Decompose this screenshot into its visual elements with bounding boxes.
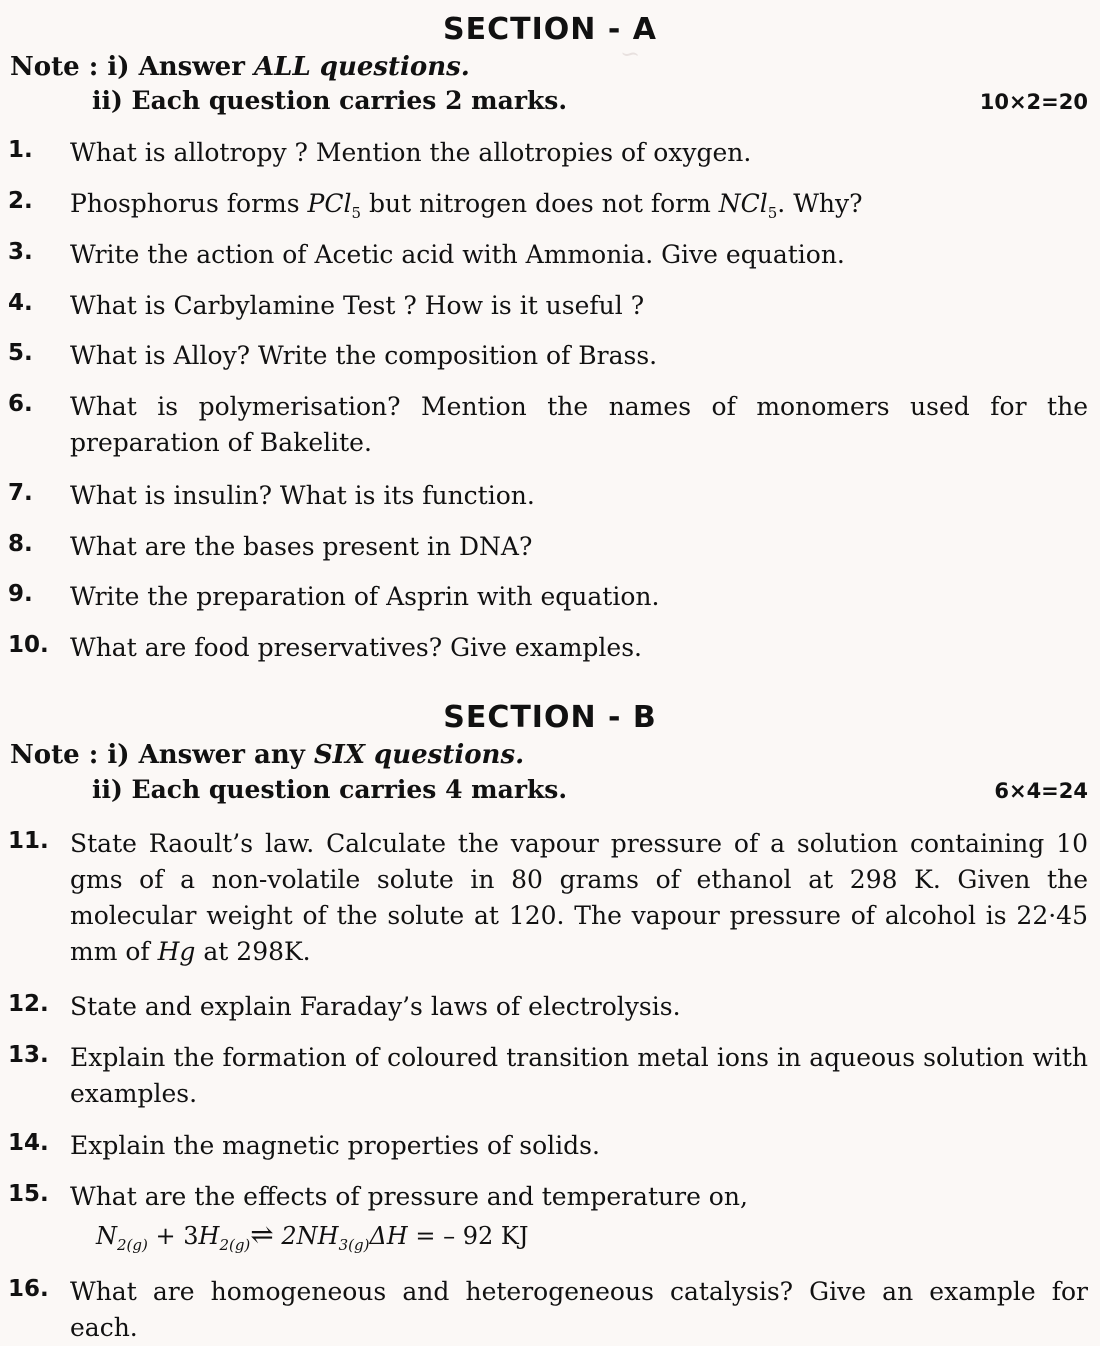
question-text: State and explain Faraday’s laws of electrolysis.	[70, 992, 681, 1021]
question-number: 7.	[8, 480, 33, 506]
question-text: What are food preservatives? Give examples.	[70, 633, 642, 662]
question-text: Phosphorus forms PCl$_5$ but nitrogen does not form NCl$_5$. Why?	[70, 189, 863, 222]
bleed-through-text: ~	[620, 40, 641, 68]
question-number: 13.	[8, 1042, 49, 1068]
section-b-marks: 6×4=24	[994, 779, 1088, 803]
section-b-note: Note : i) Answer any SIX questions.	[10, 740, 525, 770]
question-number: 10.	[8, 632, 49, 658]
question-text: What is insulin? What is its function.	[70, 481, 535, 510]
section-a-title: SECTION - A	[443, 12, 657, 47]
question-number: 8.	[8, 531, 33, 557]
section-a-subnote: ii) Each question carries 2 marks.	[92, 86, 568, 115]
question-number: 14.	[8, 1130, 49, 1156]
question-text: What is allotropy ? Mention the allotropies of oxygen.	[70, 138, 752, 167]
question-text: What are the bases present in DNA?	[70, 532, 533, 561]
question-number: 16.	[8, 1276, 49, 1302]
question-text: Explain the formation of coloured transition metal ions in aqueous solution with examples.	[70, 1043, 1088, 1108]
section-a-note: Note : i) Answer ALL questions.	[10, 52, 470, 82]
question-text: What is Carbylamine Test ? How is it useful ?	[70, 291, 645, 320]
question-number: 12.	[8, 991, 49, 1017]
question-text: Write the action of Acetic acid with Ammonia. Give equation.	[70, 240, 845, 269]
question-number: 5.	[8, 340, 33, 366]
question-text: State Raoult’s law. Calculate the vapour pressure of a solution containing 10 gms of a non-volatile solute in 80 grams of ethanol at 298 K. Given the molecular weight of the solute at 120. The vapour pressure of alcohol is 22·45 mm of Hg at 298K.	[70, 829, 1088, 966]
question-number: 6.	[8, 391, 33, 417]
question-number: 9.	[8, 581, 33, 607]
question-number: 1.	[8, 137, 33, 163]
equilibrium-arrow-icon: ⇌	[250, 1218, 274, 1251]
question-text: Write the preparation of Asprin with equation.	[70, 582, 660, 611]
question-text: What are homogeneous and heterogeneous catalysis? Give an example for each.	[70, 1277, 1088, 1342]
question-text: Explain the magnetic properties of solids.	[70, 1131, 600, 1160]
section-b-title: SECTION - B	[443, 700, 657, 735]
question-number: 2.	[8, 188, 33, 214]
question-number: 15.	[8, 1181, 49, 1207]
question-text: What is polymerisation? Mention the names of monomers used for the preparation of Bakelite.	[70, 392, 1088, 457]
section-b-subnote: ii) Each question carries 4 marks.	[92, 775, 568, 804]
chemical-equation: $N_{2(g)}$ + $3H_{2(g)}\rightleftharpoons$ $2NH_{3(g)}\Delta H$ = – 92 KJ	[96, 1218, 529, 1254]
question-number: 11.	[8, 828, 49, 854]
question-text: What are the effects of pressure and temperature on,	[70, 1182, 748, 1211]
question-text: What is Alloy? Write the composition of Brass.	[70, 341, 658, 370]
question-number: 3.	[8, 239, 33, 265]
question-number: 4.	[8, 290, 33, 316]
section-a-marks: 10×2=20	[979, 90, 1088, 114]
